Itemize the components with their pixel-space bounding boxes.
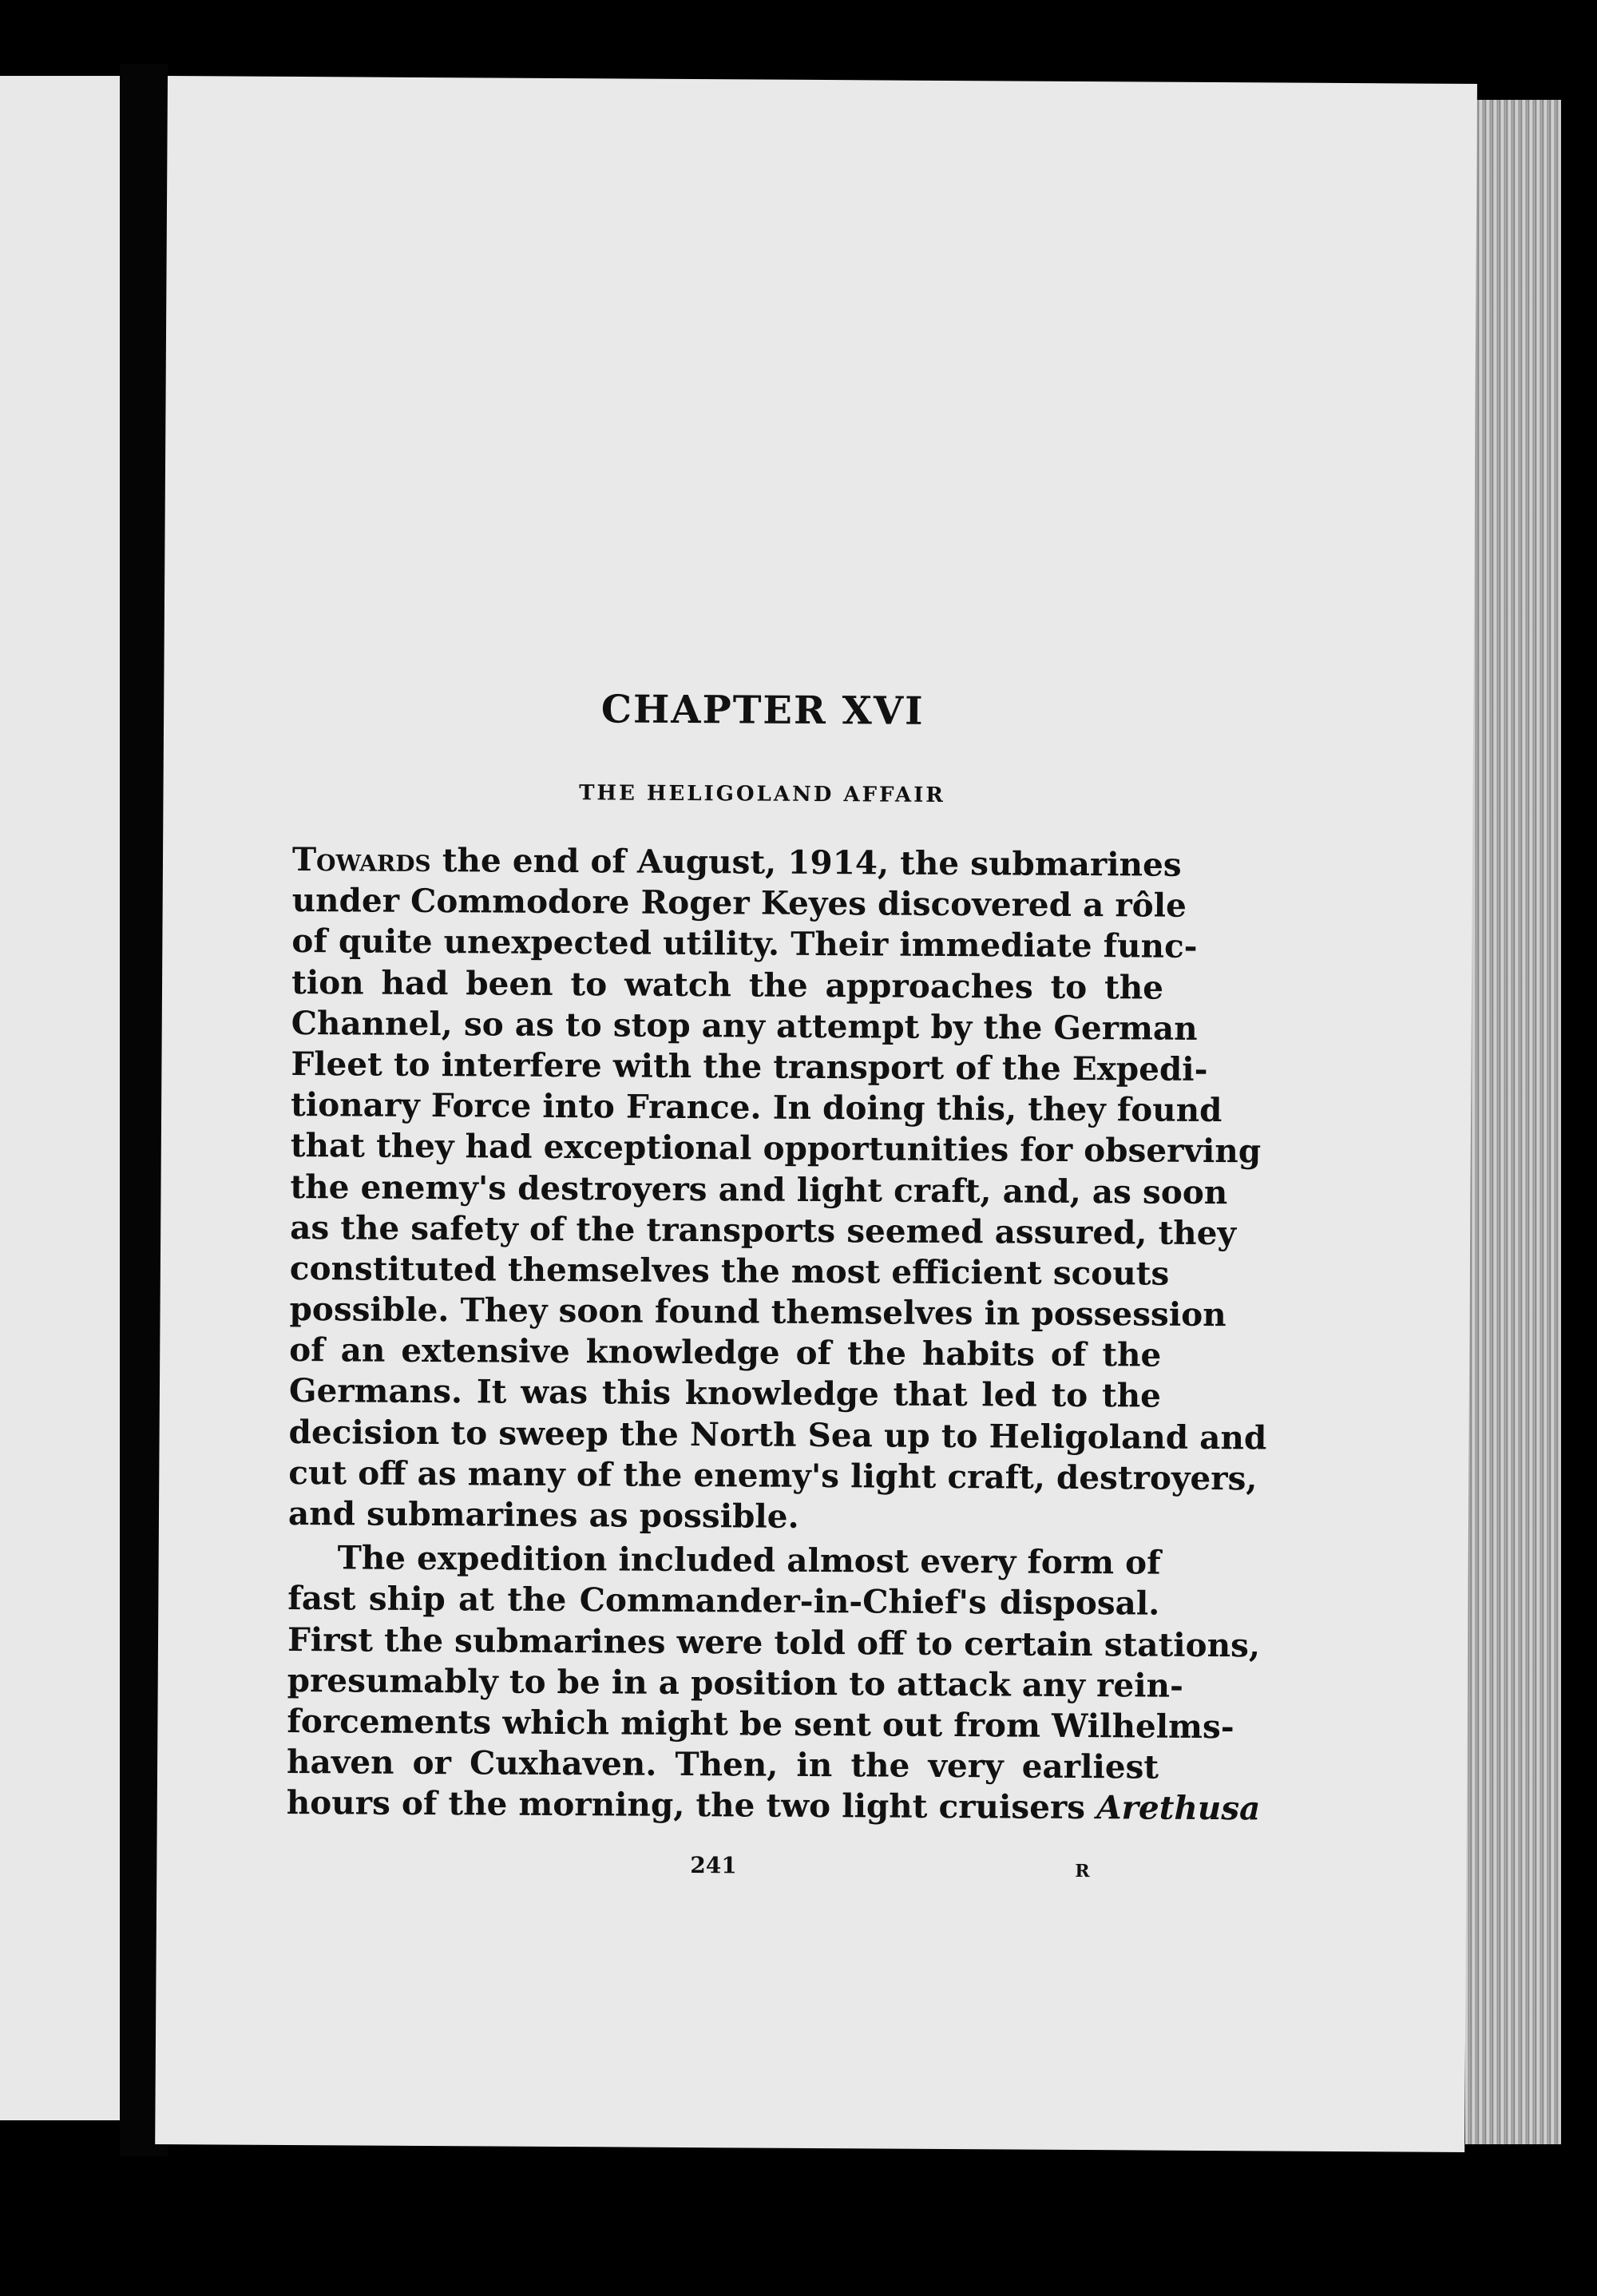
text-line: Towards the end of August, 1914, the submarines xyxy=(291,839,1182,884)
text-line: tionary Force into France. In doing this, they found xyxy=(290,1085,1223,1130)
text-line: cut off as many of the enemy's light craft, destroyers, xyxy=(288,1453,1258,1498)
text-line: possible. They soon found themselves in possession xyxy=(289,1290,1226,1334)
text-line: and submarines as possible. xyxy=(287,1493,799,1536)
signature-mark: R xyxy=(1075,1860,1090,1882)
text-line: that they had exceptional opportunities for observing xyxy=(290,1126,1262,1171)
text-line: constituted themselves the most efficient scouts xyxy=(289,1248,1170,1293)
text-line: Channel, so as to stop any attempt by the German xyxy=(291,1003,1198,1048)
text-line: as the safety of the transports seemed assured, they xyxy=(290,1207,1237,1252)
text-line: of quite unexpected utility. Their immediate func- xyxy=(291,922,1198,966)
facing-page-edge xyxy=(0,76,120,2120)
drop-word: Towards xyxy=(291,839,431,880)
text-line: Fleet to interfere with the transport of the Expedi- xyxy=(291,1044,1208,1089)
text-line: of an extensive knowledge of the habits of the xyxy=(289,1330,1162,1374)
text-line: forcements which might be sent out from Wilhelms- xyxy=(287,1701,1234,1747)
page-stack-edge xyxy=(1465,100,1561,2144)
section-title: THE HELIGOLAND AFFAIR xyxy=(579,781,945,807)
text-line: fast ship at the Commander-in-Chief's disposal. xyxy=(287,1579,1160,1623)
text-line: decision to sweep the North Sea up to Heligoland and xyxy=(288,1412,1267,1457)
body-text xyxy=(286,839,1267,1829)
text-line: tion had been to watch the approaches to the xyxy=(291,962,1164,1007)
text-line: hours of the morning, the two light cruisers Arethusa xyxy=(286,1783,1261,1828)
text-line: The expedition included almost every form of xyxy=(337,1538,1161,1582)
text-line: First the submarines were told off to certain stations, xyxy=(287,1620,1261,1664)
page-number: 241 xyxy=(690,1852,737,1879)
text-line: the enemy's destroyers and light craft, and, as soon xyxy=(290,1167,1228,1211)
chapter-title: CHAPTER XVI xyxy=(600,687,925,734)
text-line: under Commodore Roger Keyes discovered a rôle xyxy=(291,881,1187,926)
text-line: presumably to be in a position to attack any rein- xyxy=(287,1660,1184,1705)
text-line: Germans. It was this knowledge that led to the xyxy=(288,1371,1162,1416)
ship-name: Arethusa xyxy=(1096,1788,1261,1828)
text-line: haven or Cuxhaven. Then, in the very earliest xyxy=(286,1743,1159,1786)
book-page xyxy=(155,76,1477,2152)
